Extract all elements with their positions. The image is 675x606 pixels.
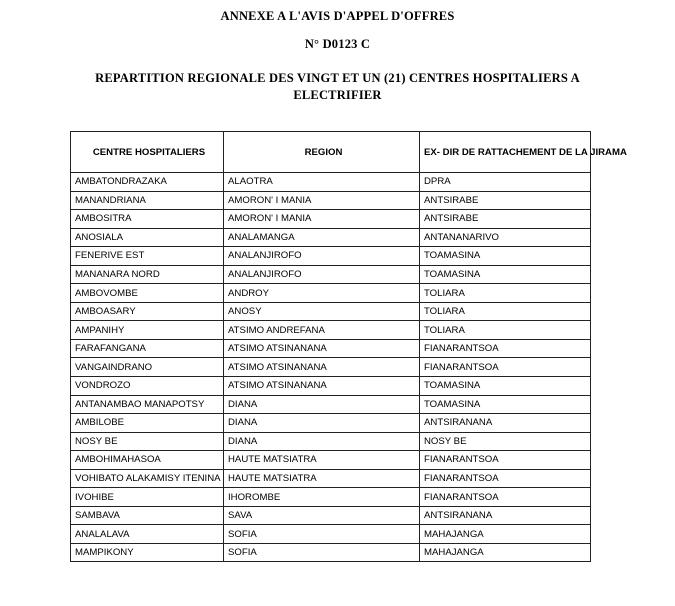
- table-header-row: [71, 132, 591, 173]
- column-header-jirama-direction: EX- DIR DE RATTACHEMENT DE LA JIRAMA: [420, 132, 591, 173]
- cell-jirama-direction: TOAMASINA: [420, 265, 591, 284]
- table-row: [71, 377, 591, 396]
- table-row: [71, 414, 591, 433]
- cell-region: ANDROY: [224, 284, 420, 303]
- cell-jirama-direction: FIANARANTSOA: [420, 488, 591, 507]
- table-row: [71, 358, 591, 377]
- table-row: [71, 191, 591, 210]
- table-row: [71, 432, 591, 451]
- cell-region: ATSIMO ATSINANANA: [224, 339, 420, 358]
- cell-region: AMORON' I MANIA: [224, 210, 420, 229]
- table-row: [71, 525, 591, 544]
- cell-hospital: AMBOSITRA: [71, 210, 224, 229]
- cell-jirama-direction: FIANARANTSOA: [420, 339, 591, 358]
- cell-hospital: FENERIVE EST: [71, 247, 224, 266]
- table-row: [71, 321, 591, 340]
- cell-region: HAUTE MATSIATRA: [224, 469, 420, 488]
- table-row: [71, 339, 591, 358]
- cell-jirama-direction: TOLIARA: [420, 302, 591, 321]
- cell-region: SAVA: [224, 506, 420, 525]
- table-row: [71, 210, 591, 229]
- cell-hospital: SAMBAVA: [71, 506, 224, 525]
- cell-hospital: ANTANAMBAO MANAPOTSY: [71, 395, 224, 414]
- cell-jirama-direction: ANTSIRABE: [420, 210, 591, 229]
- cell-hospital: AMBOVOMBE: [71, 284, 224, 303]
- cell-jirama-direction: TOAMASINA: [420, 377, 591, 396]
- cell-hospital: IVOHIBE: [71, 488, 224, 507]
- cell-region: ATSIMO ATSINANANA: [224, 377, 420, 396]
- column-header-hospital: CENTRE HOSPITALIERS: [71, 132, 224, 173]
- cell-jirama-direction: MAHAJANGA: [420, 543, 591, 562]
- cell-jirama-direction: NOSY BE: [420, 432, 591, 451]
- cell-hospital: MAMPIKONY: [71, 543, 224, 562]
- cell-region: HAUTE MATSIATRA: [224, 451, 420, 470]
- cell-hospital: FARAFANGANA: [71, 339, 224, 358]
- table-row: [71, 265, 591, 284]
- cell-jirama-direction: ANTSIRANANA: [420, 506, 591, 525]
- cell-region: ATSIMO ANDREFANA: [224, 321, 420, 340]
- cell-region: DIANA: [224, 432, 420, 451]
- cell-hospital: VOHIBATO ALAKAMISY ITENINA: [71, 469, 224, 488]
- cell-region: IHOROMBE: [224, 488, 420, 507]
- annex-heading: ANNEXE A L'AVIS D'APPEL D'OFFRES: [220, 9, 455, 23]
- cell-jirama-direction: ANTSIRABE: [420, 191, 591, 210]
- cell-jirama-direction: ANTSIRANANA: [420, 414, 591, 433]
- cell-region: ANOSY: [224, 302, 420, 321]
- table-row: [71, 284, 591, 303]
- cell-region: ANALANJIROFO: [224, 265, 420, 284]
- cell-region: SOFIA: [224, 543, 420, 562]
- cell-jirama-direction: FIANARANTSOA: [420, 358, 591, 377]
- cell-region: ANALAMANGA: [224, 228, 420, 247]
- cell-region: DIANA: [224, 395, 420, 414]
- table-row: [71, 228, 591, 247]
- cell-region: ATSIMO ATSINANANA: [224, 358, 420, 377]
- cell-jirama-direction: TOLIARA: [420, 284, 591, 303]
- reference-number: N° D0123 C: [304, 37, 371, 51]
- cell-jirama-direction: TOAMASINA: [420, 395, 591, 414]
- cell-jirama-direction: TOLIARA: [420, 321, 591, 340]
- cell-region: AMORON' I MANIA: [224, 191, 420, 210]
- cell-jirama-direction: TOAMASINA: [420, 247, 591, 266]
- cell-hospital: NOSY BE: [71, 432, 224, 451]
- column-header-region: REGION: [224, 132, 420, 173]
- cell-hospital: VANGAINDRANO: [71, 358, 224, 377]
- cell-hospital: AMBOHIMAHASOA: [71, 451, 224, 470]
- cell-hospital: MANANARA NORD: [71, 265, 224, 284]
- table-row: [71, 506, 591, 525]
- table-row: [71, 543, 591, 562]
- table-row: [71, 247, 591, 266]
- table-row: [71, 451, 591, 470]
- hospital-distribution-table: [70, 131, 627, 562]
- table-row: [71, 488, 591, 507]
- cell-region: ALAOTRA: [224, 173, 420, 192]
- cell-hospital: AMBILOBE: [71, 414, 224, 433]
- table-row: [71, 302, 591, 321]
- cell-hospital: AMBATONDRAZAKA: [71, 173, 224, 192]
- cell-hospital: VONDROZO: [71, 377, 224, 396]
- cell-jirama-direction: DPRA: [420, 173, 591, 192]
- cell-jirama-direction: ANTANANARIVO: [420, 228, 591, 247]
- cell-hospital: MANANDRIANA: [71, 191, 224, 210]
- cell-hospital: ANALALAVA: [71, 525, 224, 544]
- cell-hospital: ANOSIALA: [71, 228, 224, 247]
- cell-hospital: AMPANIHY: [71, 321, 224, 340]
- cell-region: ANALANJIROFO: [224, 247, 420, 266]
- cell-jirama-direction: MAHAJANGA: [420, 525, 591, 544]
- document-title: REPARTITION REGIONALE DES VINGT ET UN (21) CENTRES HOSPITALIERS A ELECTRIFIER: [95, 71, 580, 102]
- table-row: [71, 395, 591, 414]
- table-row: [71, 469, 591, 488]
- cell-jirama-direction: FIANARANTSOA: [420, 451, 591, 470]
- table-body: [71, 173, 591, 562]
- cell-hospital: AMBOASARY: [71, 302, 224, 321]
- cell-jirama-direction: FIANARANTSOA: [420, 469, 591, 488]
- cell-region: DIANA: [224, 414, 420, 433]
- cell-region: SOFIA: [224, 525, 420, 544]
- table-row: [71, 173, 591, 192]
